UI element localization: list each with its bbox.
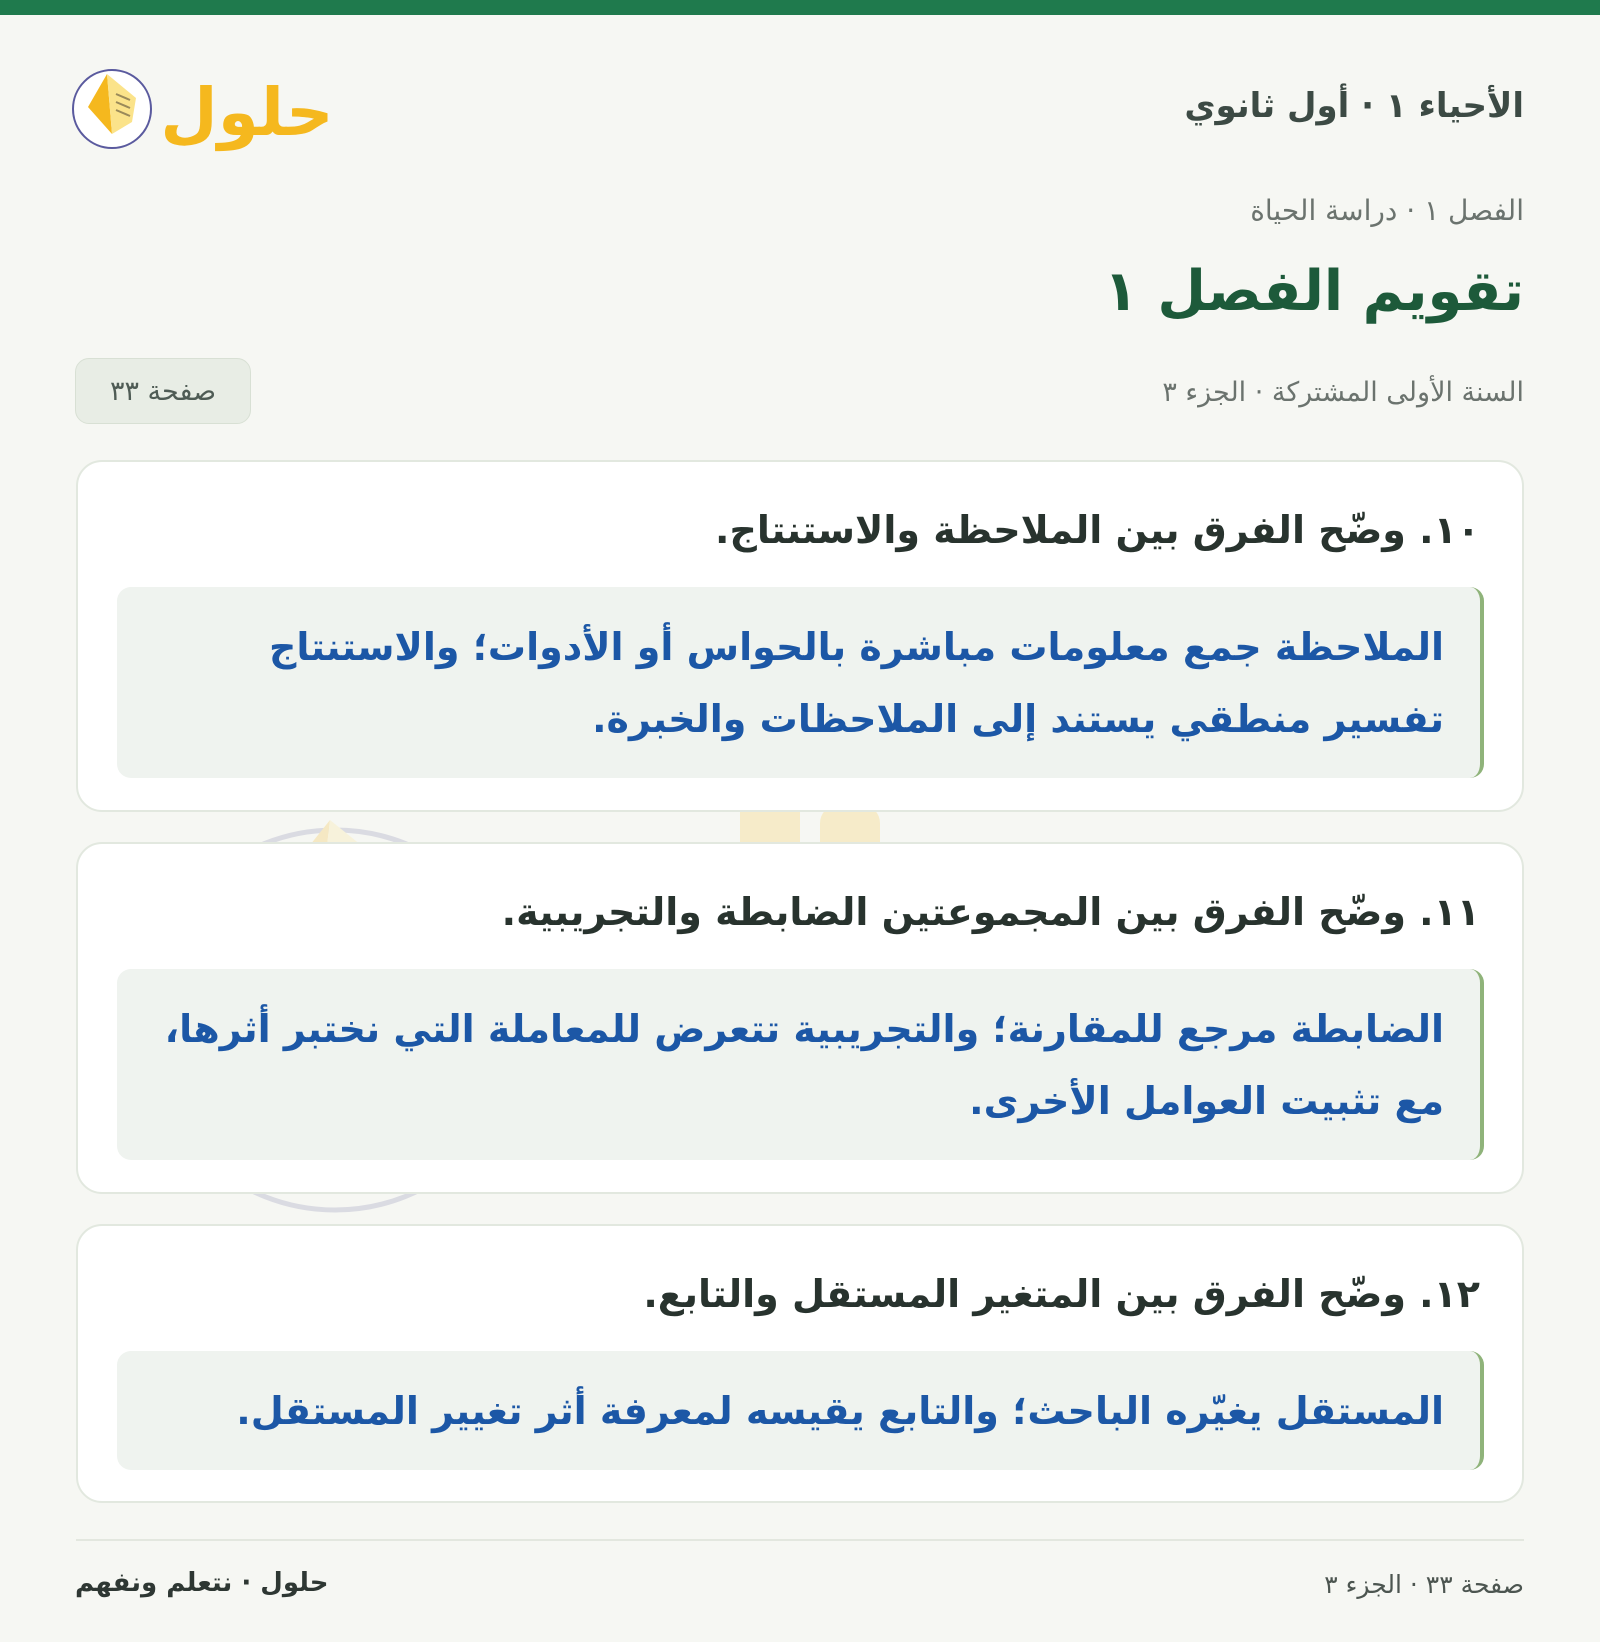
answer-box: الملاحظة جمع معلومات مباشرة بالحواس أو الأدوات؛ والاستنتاج تفسير منطقي يستند إلى الملاحظات والخبرة. — [117, 587, 1484, 778]
answer-box: المستقل يغيّره الباحث؛ والتابع يقيسه لمعرفة أثر تغيير المستقل. — [117, 1351, 1484, 1470]
question-card — [76, 1224, 1524, 1503]
question-card — [76, 842, 1524, 1194]
question-text: ١٠. وضّح الفرق بين الملاحظة والاستنتاج. — [715, 508, 1480, 552]
question-text: ١٢. وضّح الفرق بين المتغير المستقل والتابع. — [643, 1272, 1480, 1316]
grade-meta: السنة الأولى المشتركة · الجزء ٣ — [1162, 377, 1524, 408]
subject-heading: الأحياء ١ · أول ثانوي — [1184, 86, 1524, 126]
chapter-label: الفصل ١ · دراسة الحياة — [1250, 194, 1524, 227]
svg-text:حلول: حلول — [160, 74, 334, 151]
question-card — [76, 460, 1524, 812]
answer-box: الضابطة مرجع للمقارنة؛ والتجريبية تتعرض للمعاملة التي نختبر أثرها، مع تثبيت العوامل الأخرى. — [117, 969, 1484, 1160]
footer-divider — [76, 1539, 1524, 1541]
footer-page-info: صفحة ٣٣ · الجزء ٣ — [1324, 1570, 1524, 1599]
page-title: تقويم الفصل ١ — [1103, 259, 1524, 324]
brand-logo[interactable] — [72, 52, 342, 157]
question-text: ١١. وضّح الفرق بين المجموعتين الضابطة والتجريبية. — [501, 890, 1480, 934]
footer-brand-tagline: حلول · نتعلم ونفهم — [75, 1568, 329, 1598]
book-circle-icon — [72, 52, 342, 157]
page-number-badge: صفحة ٣٣ — [75, 358, 251, 424]
